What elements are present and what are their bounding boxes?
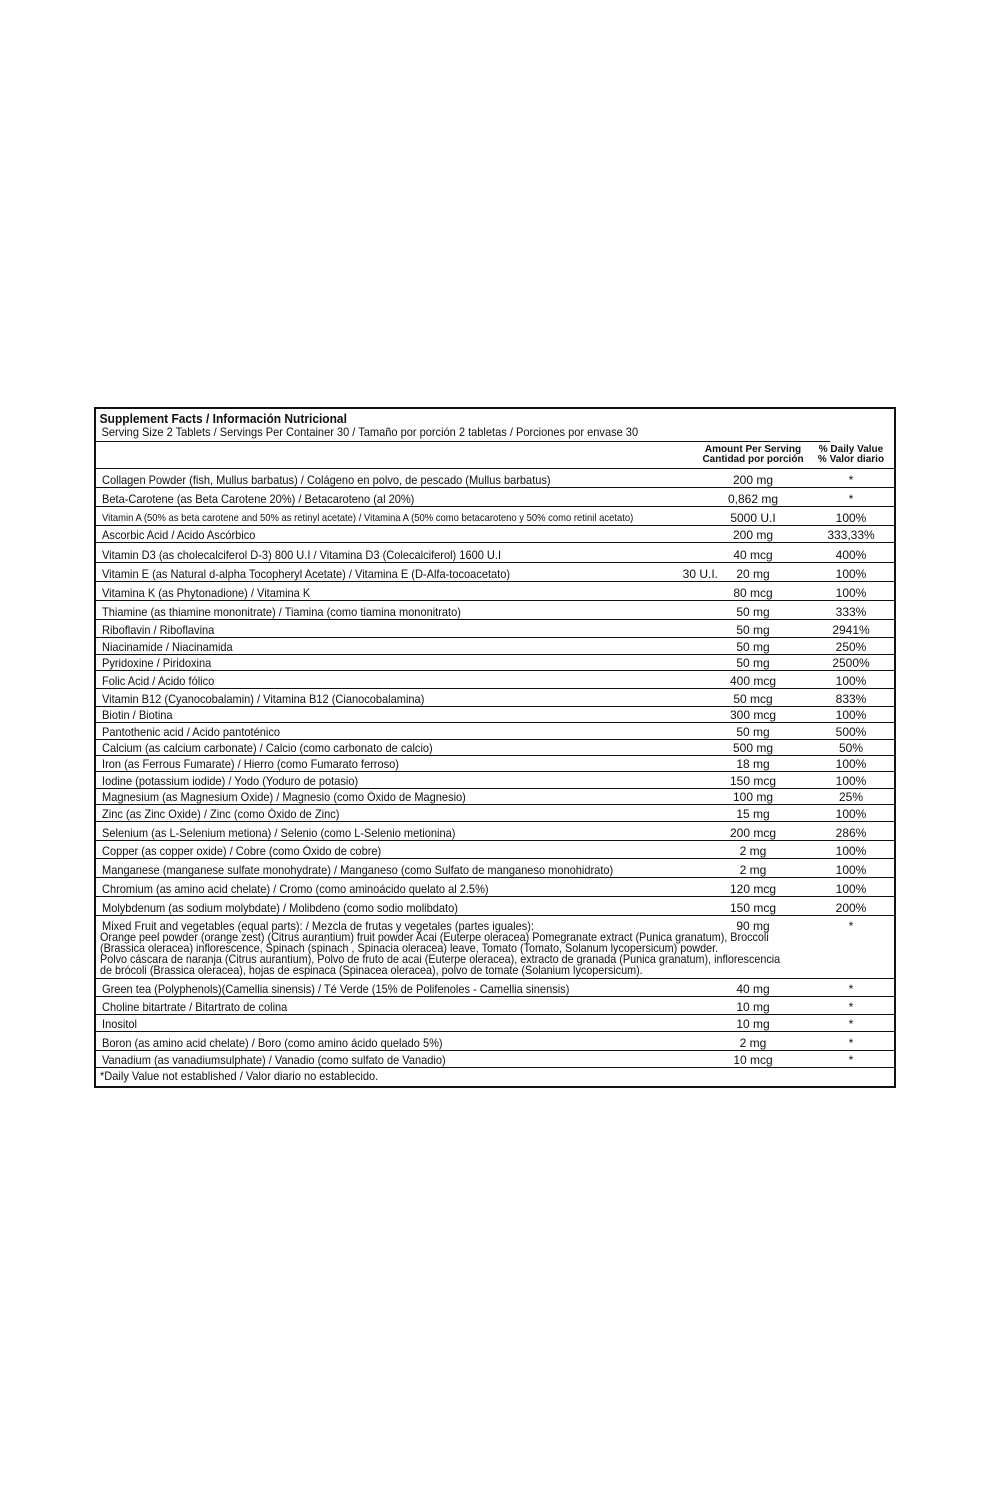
- nutrient-row: [96, 1015, 894, 1032]
- nutrient-row: [96, 582, 894, 601]
- nutrient-name: Beta-Carotene (as Beta Carotene 20%) / Betacaroteno (al 20%): [102, 493, 415, 506]
- nutrient-row: [96, 638, 894, 655]
- nutrient-name: Folic Acid / Acido fólico: [102, 675, 215, 688]
- nutrient-name: Inositol: [102, 1018, 137, 1031]
- nutrient-row: [96, 707, 894, 723]
- nutrient-amount: 50 mg: [736, 623, 770, 637]
- nutrient-rows-extra: [96, 979, 894, 1068]
- nutrient-name: Biotin / Biotina: [102, 709, 173, 722]
- nutrient-amount: 90 mg: [736, 919, 770, 933]
- nutrient-amount: 10 mg: [736, 1000, 770, 1014]
- nutrient-row: [96, 620, 894, 638]
- nutrient-daily-value: 100%: [835, 807, 867, 821]
- nutrient-amount: 200 mg: [732, 473, 774, 487]
- nutrient-name: Molybdenum (as sodium molybdate) / Molibdeno (como sodio molibdato): [102, 902, 458, 915]
- nutrient-amount: 15 mg: [736, 807, 770, 821]
- nutrient-daily-value: *: [848, 1053, 854, 1067]
- nutrient-daily-value: 333%: [835, 605, 867, 619]
- serving-info: Serving Size 2 Tablets / Servings Per Container 30 / Tamaño por porción 2 tabletas / Porciones por envase 30: [96, 426, 830, 442]
- nutrient-amount: 50 mcg: [733, 692, 773, 706]
- nutrient-daily-value: *: [848, 473, 854, 487]
- nutrient-row: [96, 543, 894, 563]
- nutrient-amount: 10 mg: [736, 1017, 770, 1031]
- nutrient-row: [96, 979, 894, 997]
- nutrient-name: Riboflavin / Riboflavina: [102, 624, 215, 637]
- nutrient-amount: 0,862 mg: [727, 492, 779, 506]
- label-title: Supplement Facts / Información Nutricional: [99, 411, 347, 426]
- nutrient-amount: 18 mg: [736, 757, 770, 771]
- nutrient-row: [96, 841, 894, 859]
- nutrient-daily-value: 286%: [835, 826, 867, 840]
- nutrient-amount: 50 mg: [736, 640, 770, 654]
- nutrient-daily-value: 100%: [835, 882, 867, 896]
- nutrient-name: Boron (as amino acid chelate) / Boro (como amino ácido quelado 5%): [102, 1037, 443, 1050]
- nutrient-row: [96, 772, 894, 789]
- nutrient-daily-value: 100%: [835, 844, 867, 858]
- nutrient-daily-value: 100%: [835, 863, 867, 877]
- nutrient-name: Collagen Powder (fish, Mullus barbatus) / Colágeno en polvo, de pescado (Mullus barbatus): [102, 474, 551, 487]
- nutrient-daily-value: 100%: [835, 757, 867, 771]
- mixed-fruit-row: [96, 916, 894, 979]
- nutrient-row: [96, 563, 894, 582]
- nutrient-name: Pantothenic acid / Acido pantoténico: [102, 726, 281, 739]
- nutrient-daily-value: 100%: [835, 586, 867, 600]
- nutrient-name: Pyridoxine / Piridoxina: [102, 657, 212, 670]
- nutrient-name: Zinc (as Zinc Oxide) / Zinc (como Óxido de Zinc): [102, 808, 340, 821]
- nutrient-daily-value: 100%: [835, 674, 867, 688]
- nutrient-row: [96, 859, 894, 878]
- nutrient-amount: 40 mcg: [733, 548, 773, 562]
- nutrient-daily-value: *: [848, 1000, 854, 1014]
- nutrient-iu: 30 U.I.: [682, 567, 718, 581]
- nutrient-daily-value: 100%: [835, 708, 867, 722]
- nutrient-row: [96, 897, 894, 916]
- nutrient-name: Niacinamide / Niacinamida: [102, 641, 233, 654]
- nutrient-daily-value: 333,33%: [827, 528, 875, 542]
- nutrient-name: Ascorbic Acid / Acido Ascórbico: [102, 529, 256, 542]
- nutrient-row: [96, 689, 894, 707]
- nutrient-amount: 20 mg: [736, 567, 770, 581]
- nutrient-amount: 5000 U.I: [730, 511, 776, 525]
- nutrient-amount: 10 mcg: [733, 1053, 773, 1067]
- nutrient-daily-value: *: [848, 492, 854, 506]
- nutrient-amount: 200 mg: [732, 528, 774, 542]
- nutrient-row: [96, 789, 894, 805]
- nutrient-row: [96, 1032, 894, 1051]
- nutrient-row: [96, 878, 894, 897]
- nutrient-amount: 2 mg: [739, 1036, 767, 1050]
- nutrient-amount: 80 mcg: [733, 586, 773, 600]
- nutrient-amount: 150 mcg: [729, 901, 777, 915]
- nutrient-row: [96, 740, 894, 756]
- nutrient-name: Vanadium (as vanadiumsulphate) / Vanadio (como sulfato de Vanadio): [102, 1054, 446, 1067]
- nutrient-amount: 50 mg: [736, 656, 770, 670]
- nutrient-name: Green tea (Polyphenols)(Camellia sinensis) / Té Verde (15% de Polifenoles - Camellia sinensis): [102, 983, 570, 996]
- nutrient-name: Manganese (manganese sulfate monohydrate) / Manganeso (como Sulfato de manganeso monohidrato): [102, 864, 614, 877]
- nutrient-name: Thiamine (as thiamine mononitrate) / Tiamina (como tiamina mononitrato): [102, 606, 461, 619]
- nutrient-daily-value: 100%: [835, 567, 867, 581]
- nutrient-daily-value: 50%: [838, 741, 864, 755]
- nutrient-daily-value: 25%: [838, 790, 864, 804]
- nutrient-daily-value: 100%: [835, 774, 867, 788]
- nutrient-name: Iron (as Ferrous Fumarate) / Hierro (como Fumarato ferroso): [102, 758, 399, 771]
- nutrient-daily-value: 100%: [835, 511, 867, 525]
- nutrient-row: [96, 655, 894, 671]
- nutrient-daily-value: *: [848, 982, 854, 996]
- nutrient-name: Chromium (as amino acid chelate) / Cromo (como aminoácido quelato al 2.5%): [102, 883, 489, 896]
- nutrient-name: Selenium (as L-Selenium metiona) / Selenio (como L-Selenio metionina): [102, 827, 456, 840]
- nutrient-row: [96, 756, 894, 772]
- footnote: *Daily Value not established / Valor diario no establecido.: [100, 1069, 379, 1083]
- nutrient-amount: 100 mg: [732, 790, 774, 804]
- nutrient-amount: 2 mg: [739, 863, 767, 877]
- nutrient-row: [96, 526, 894, 543]
- supplement-facts-label: [94, 407, 896, 1088]
- column-header: [96, 442, 894, 469]
- nutrient-amount: 300 mcg: [729, 708, 777, 722]
- nutrient-name: Magnesium (as Magnesium Oxide) / Magnesio (como Óxido de Magnesio): [102, 791, 466, 804]
- nutrient-row: [96, 507, 894, 526]
- nutrient-daily-value: 500%: [835, 725, 867, 739]
- nutrient-name: Vitamina K (as Phytonadione) / Vitamina K: [102, 587, 311, 600]
- nutrient-name: Iodine (potassium iodide) / Yodo (Yoduro de potasio): [102, 775, 359, 788]
- nutrient-row: [96, 997, 894, 1015]
- nutrient-name: Vitamin D3 (as cholecalciferol D-3) 800 U.I / Vitamina D3 (Colecalciferol) 1600 U.I: [102, 549, 502, 562]
- nutrient-amount: 400 mcg: [729, 674, 777, 688]
- nutrient-row: [96, 723, 894, 740]
- nutrient-daily-value: *: [848, 919, 854, 933]
- nutrient-row: [96, 805, 894, 822]
- nutrient-amount: 500 mg: [732, 741, 774, 755]
- nutrient-row: [96, 671, 894, 689]
- nutrient-amount: 50 mg: [736, 725, 770, 739]
- nutrient-daily-value: 833%: [835, 692, 867, 706]
- nutrient-row: [96, 469, 894, 488]
- nutrient-daily-value: *: [848, 1017, 854, 1031]
- nutrient-daily-value: 250%: [835, 640, 867, 654]
- nutrient-amount: 50 mg: [736, 605, 770, 619]
- nutrient-amount: 40 mg: [736, 982, 770, 996]
- nutrient-name: Choline bitartrate / Bitartrato de colina: [102, 1001, 288, 1014]
- nutrient-daily-value: 200%: [835, 901, 867, 915]
- nutrient-name: Vitamin A (50% as beta carotene and 50% as retinyl acetate) / Vitamina A (50% como betacaroteno y 50% como retinil acetato): [102, 512, 634, 524]
- nutrient-name: Calcium (as calcium carbonate) / Calcio (como carbonato de calcio): [102, 742, 433, 755]
- nutrient-row: [96, 601, 894, 620]
- nutrient-daily-value: 400%: [835, 548, 867, 562]
- nutrient-amount: 2 mg: [739, 844, 767, 858]
- nutrient-rows: [96, 469, 894, 916]
- nutrient-name: Vitamin E (as Natural d-alpha Tocopheryl Acetate) / Vitamina E (D-Alfa-tocoacetato): [102, 568, 511, 581]
- nutrient-amount: 120 mcg: [729, 882, 777, 896]
- mixed-fruit-description: Orange peel powder (orange zest) (Citrus aurantium) fruit powder Acai (Euterpe oleracea) Pomegranate extract (Punica granatum), Broccoli (Brassica oleracea) inflorescence, Spinach (spinach , Spinacia oleracea) leave, Tomato (Tomato, Solanum lycopersicum) powder. Polvo cáscara de naranja (Citrus aurantium), Polvo de fruto de acai (Euterpe oleracea), extracto de granada (Punica granatum), inflorescencia de brócoli (Brassica oleracea), hojas de espinaca (Spinacea oleracea), polvo de tomate (Solanium lycopersicum).: [100, 930, 781, 977]
- amount-header: Amount Per Serving Cantidad por porción: [702, 444, 804, 465]
- nutrient-row: [96, 488, 894, 507]
- nutrient-daily-value: *: [848, 1036, 854, 1050]
- daily-value-header: % Daily Value % Valor diario: [817, 444, 885, 465]
- nutrient-name: Vitamin B12 (Cyanocobalamin) / Vitamina B12 (Cianocobalamina): [102, 693, 425, 706]
- nutrient-name: Copper (as copper oxide) / Cobre (como Óxido de cobre): [102, 845, 382, 858]
- nutrient-row: [96, 1051, 894, 1068]
- nutrient-amount: 200 mcg: [729, 826, 777, 840]
- nutrient-daily-value: 2500%: [832, 656, 870, 670]
- nutrient-amount: 150 mcg: [729, 774, 777, 788]
- nutrient-daily-value: 2941%: [832, 623, 870, 637]
- nutrient-row: [96, 822, 894, 841]
- nutrient-name: Mixed Fruit and vegetables (equal parts): / Mezcla de frutas y vegetales (partes iguales):: [102, 919, 534, 933]
